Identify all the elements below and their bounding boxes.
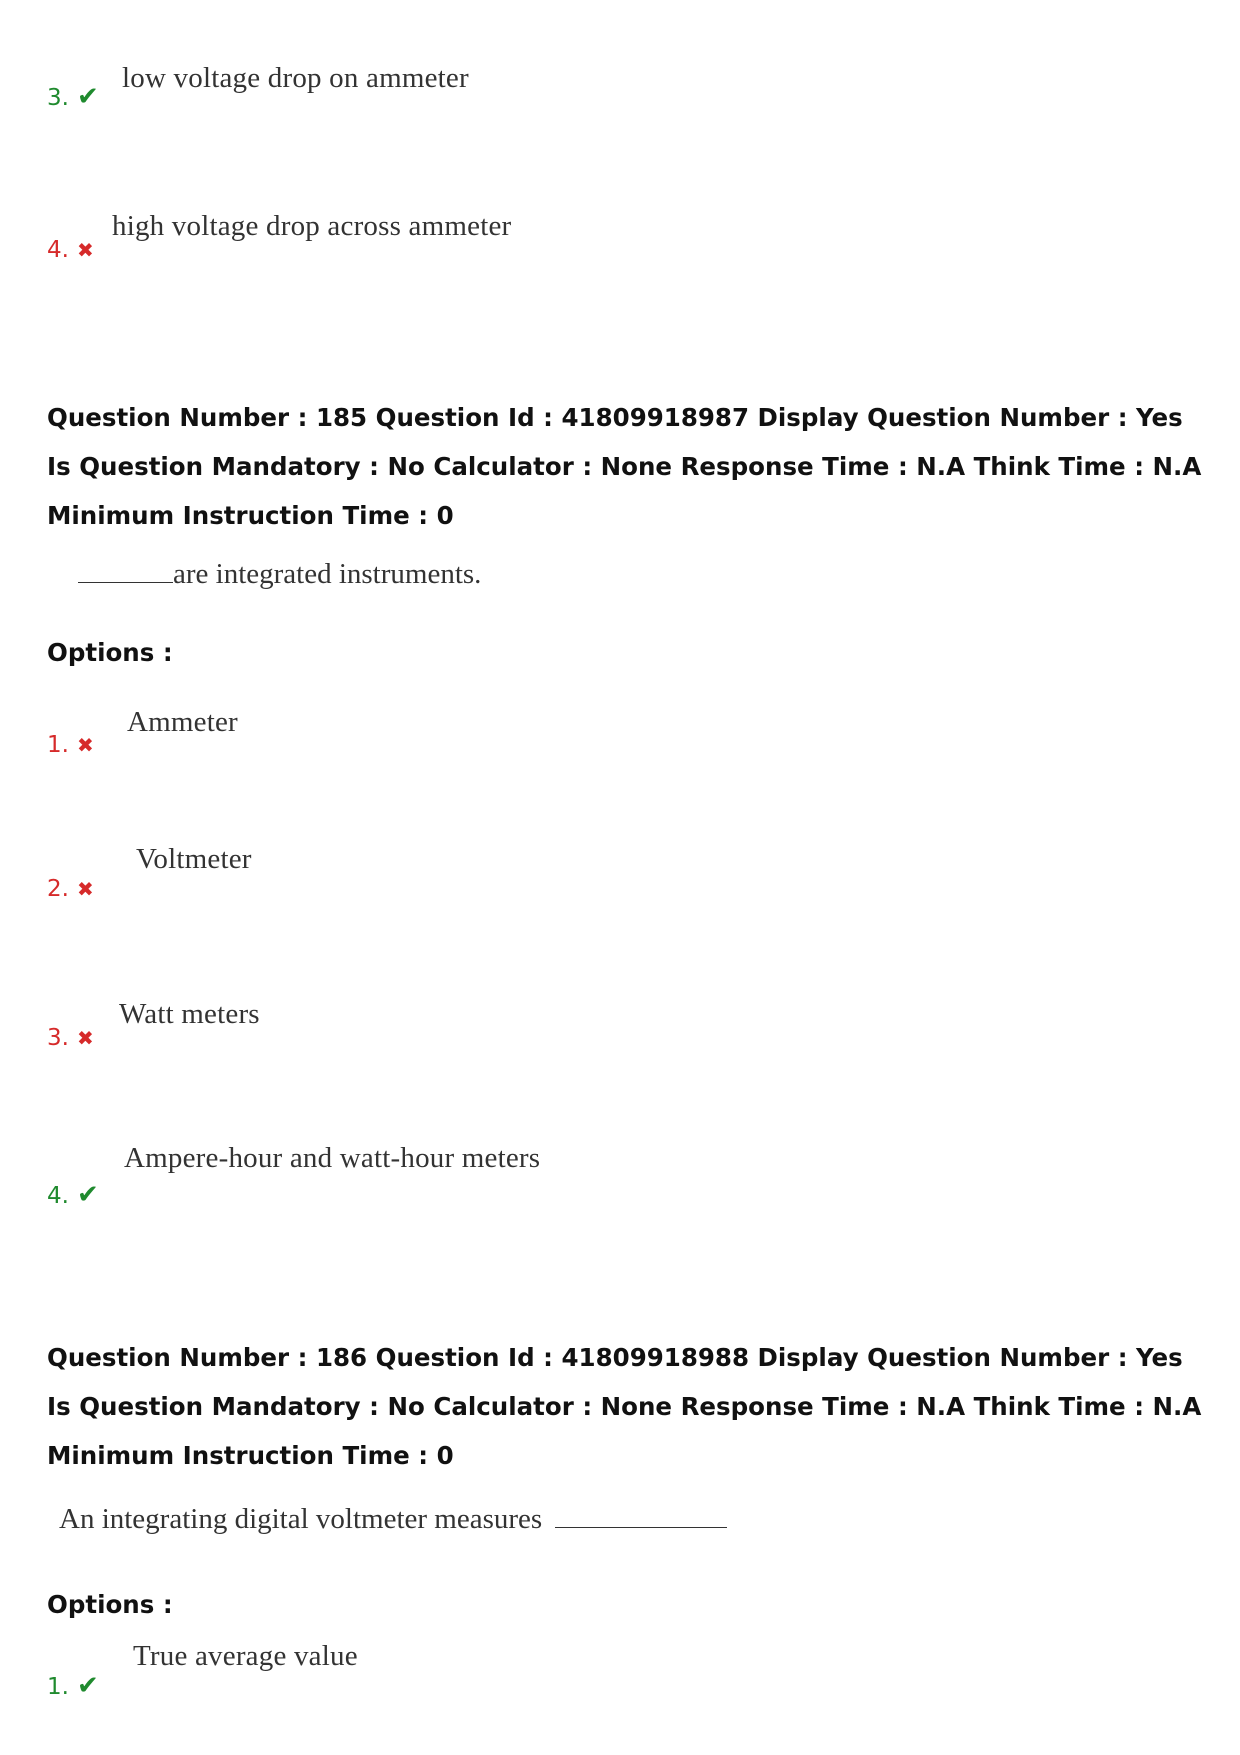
check-icon: ✔ (76, 1671, 99, 1701)
option-number: 1. (47, 1674, 69, 1700)
option-item (47, 1671, 99, 1701)
option-number: 1. (47, 732, 69, 758)
option-number: 3. (47, 85, 69, 111)
cross-icon: ✖ (76, 877, 94, 901)
option-item (47, 237, 94, 263)
option-number: 3. (47, 1025, 69, 1051)
question-header: Question Number : 186 Question Id : 41809918988 Display Question Number : Yes Is Question Mandatory : No Calculator : None Response Time : N.A Think Time : N.A Minimum Instruction Time : 0 (47, 1343, 1202, 1470)
option-text: Ampere-hour and watt-hour meters (124, 1142, 541, 1174)
option-text: Voltmeter (136, 843, 252, 875)
option-number: 4. (47, 237, 69, 263)
option-item (47, 1025, 94, 1051)
option-item (47, 732, 94, 758)
check-icon: ✔ (76, 1180, 99, 1210)
cross-icon: ✖ (76, 238, 94, 262)
question-header: Question Number : 185 Question Id : 41809918987 Display Question Number : Yes Is Question Mandatory : No Calculator : None Response Time : N.A Think Time : N.A Minimum Instruction Time : 0 (47, 403, 1202, 530)
option-text: True average value (133, 1640, 358, 1672)
options-label: Options : (47, 638, 173, 667)
option-number: 4. (47, 1183, 69, 1209)
options-label: Options : (47, 1590, 173, 1619)
option-text: high voltage drop across ammeter (112, 210, 512, 242)
question-text: An integrating digital voltmeter measures (59, 1503, 727, 1536)
option-item (47, 876, 94, 902)
question-text: are integrated instruments. (78, 558, 481, 591)
option-text: Watt meters (119, 998, 260, 1030)
cross-icon: ✖ (76, 1026, 94, 1050)
option-text: low voltage drop on ammeter (122, 62, 469, 94)
answer-blank (555, 1527, 727, 1528)
check-icon: ✔ (76, 82, 99, 112)
cross-icon: ✖ (76, 733, 94, 757)
option-item (47, 1180, 99, 1210)
answer-blank (78, 582, 173, 583)
option-item (47, 82, 99, 112)
option-number: 2. (47, 876, 69, 902)
option-text: Ammeter (127, 706, 238, 738)
